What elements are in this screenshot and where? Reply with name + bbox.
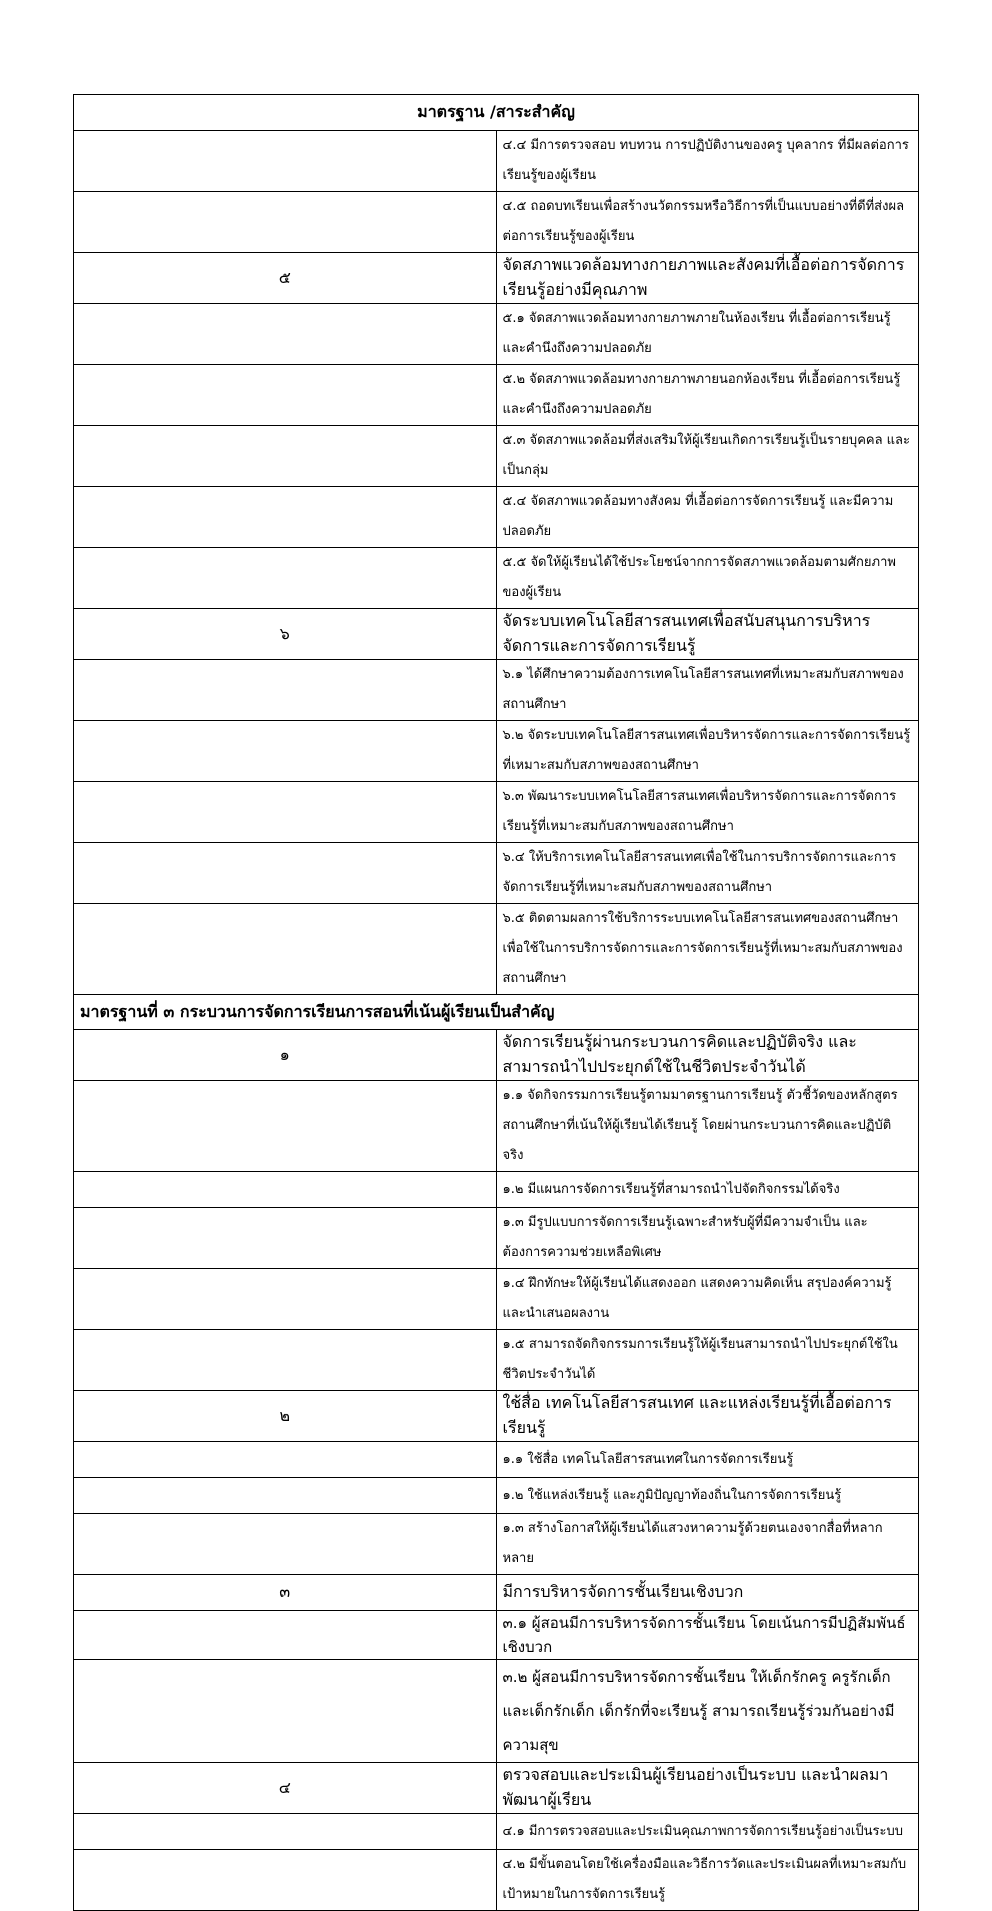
table-row: [74, 609, 919, 660]
item-number: ๔: [74, 1763, 497, 1814]
item-number: [74, 904, 497, 995]
sub-indicator-text: ๖.๔ ให้บริการเทคโนโลยีสารสนเทศเพื่อใช้ในการบริการจัดการและการจัดการเรียนรู้ที่เหมาะสมกับสภาพของสถานศึกษา: [496, 843, 919, 904]
table-row: [74, 1611, 919, 1660]
table-row: [74, 426, 919, 487]
table-row: [74, 192, 919, 253]
sub-indicator-text: ๕.๒ จัดสภาพแวดล้อมทางกายภาพภายนอกห้องเรียน ที่เอื้อต่อการเรียนรู้ และคำนึงถึงความปลอดภัย: [496, 365, 919, 426]
item-number: [74, 192, 497, 253]
item-number: [74, 1442, 497, 1478]
sub-indicator-text: ๑.๒ ใช้แหล่งเรียนรู้ และภูมิปัญญาท้องถิ่นในการจัดการเรียนรู้: [496, 1478, 919, 1514]
table-row: [74, 1814, 919, 1850]
table-row: [74, 1030, 919, 1081]
item-number: [74, 365, 497, 426]
sub-indicator-text: ๖.๕ ติดตามผลการใช้บริการระบบเทคโนโลยีสารสนเทศของสถานศึกษาเพื่อใช้ในการบริการจัดการและการจัดการเรียนรู้ที่เหมาะสมกับสภาพของสถานศึกษา: [496, 904, 919, 995]
item-number: [74, 1611, 497, 1660]
item-number: ๑: [74, 1030, 497, 1081]
sub-indicator-text: ๖.๓ พัฒนาระบบเทคโนโลยีสารสนเทศเพื่อบริหารจัดการและการจัดการเรียนรู้ที่เหมาะสมกับสภาพของสถานศึกษา: [496, 782, 919, 843]
sub-indicator-text: ๑.๔ ฝึกทักษะให้ผู้เรียนได้แสดงออก แสดงความคิดเห็น สรุปองค์ความรู้ และนำเสนอผลงาน: [496, 1269, 919, 1330]
item-number: [74, 131, 497, 192]
indicator-text: จัดระบบเทคโนโลยีสารสนเทศเพื่อสนับสนุนการบริหารจัดการและการจัดการเรียนรู้: [496, 609, 919, 660]
table-row: [74, 1269, 919, 1330]
item-number: [74, 1208, 497, 1269]
item-number: [74, 721, 497, 782]
table-row: [74, 304, 919, 365]
item-number: [74, 426, 497, 487]
sub-indicator-text: ๑.๕ สามารถจัดกิจกรรมการเรียนรู้ให้ผู้เรียนสามารถนำไปประยุกต์ใช้ในชีวิตประจำวันได้: [496, 1330, 919, 1391]
item-number: ๖: [74, 609, 497, 660]
sub-indicator-text: ๖.๒ จัดระบบเทคโนโลยีสารสนเทศเพื่อบริหารจัดการและการจัดการเรียนรู้ที่เหมาะสมกับสภาพของสถานศึกษา: [496, 721, 919, 782]
table-row: [74, 721, 919, 782]
sub-indicator-text: ๔.๑ มีการตรวจสอบและประเมินคุณภาพการจัดการเรียนรู้อย่างเป็นระบบ: [496, 1814, 919, 1850]
item-number: [74, 1660, 497, 1763]
sub-indicator-text: ๔.๕ ถอดบทเรียนเพื่อสร้างนวัตกรรมหรือวิธีการที่เป็นแบบอย่างที่ดีที่ส่งผลต่อการเรียนรู้ของผู้เรียน: [496, 192, 919, 253]
table-row: [74, 1391, 919, 1442]
table-header: มาตรฐาน /สาระสำคัญ: [74, 95, 919, 131]
table-row: [74, 1850, 919, 1911]
item-number: [74, 660, 497, 721]
table-row: [74, 1081, 919, 1172]
table-row: [74, 843, 919, 904]
item-number: [74, 1850, 497, 1911]
indicator-text: มีการบริหารจัดการชั้นเรียนเชิงบวก: [496, 1575, 919, 1611]
standard-heading: มาตรฐานที่ ๓ กระบวนการจัดการเรียนการสอนที่เน้นผู้เรียนเป็นสำคัญ: [74, 995, 919, 1030]
table-row: [74, 1208, 919, 1269]
table-header-row: [74, 95, 919, 131]
table-row: [74, 1763, 919, 1814]
item-number: [74, 1081, 497, 1172]
sub-indicator-text: ๕.๕ จัดให้ผู้เรียนได้ใช้ประโยชน์จากการจัดสภาพแวดล้อมตามศักยภาพของผู้เรียน: [496, 548, 919, 609]
sub-indicator-text: ๑.๓ มีรูปแบบการจัดการเรียนรู้เฉพาะสำหรับผู้ที่มีความจำเป็น และต้องการความช่วยเหลือพิเศษ: [496, 1208, 919, 1269]
table-row: [74, 1575, 919, 1611]
item-number: ๕: [74, 253, 497, 304]
indicator-text: ใช้สื่อ เทคโนโลยีสารสนเทศ และแหล่งเรียนรู้ที่เอื้อต่อการเรียนรู้: [496, 1391, 919, 1442]
table-row: [74, 1660, 919, 1763]
table-row: [74, 1172, 919, 1208]
indicator-text: จัดการเรียนรู้ผ่านกระบวนการคิดและปฏิบัติจริง และสามารถนำไปประยุกต์ใช้ในชีวิตประจำวันได้: [496, 1030, 919, 1081]
item-number: ๒: [74, 1391, 497, 1442]
sub-indicator-text: ๑.๓ สร้างโอกาสให้ผู้เรียนได้แสวงหาความรู้ด้วยตนเองจากสื่อที่หลากหลาย: [496, 1514, 919, 1575]
indicator-text: จัดสภาพแวดล้อมทางกายภาพและสังคมที่เอื้อต่อการจัดการเรียนรู้อย่างมีคุณภาพ: [496, 253, 919, 304]
sub-indicator-text: ๑.๑ ใช้สื่อ เทคโนโลยีสารสนเทศในการจัดการเรียนรู้: [496, 1442, 919, 1478]
table-row: [74, 904, 919, 995]
table-row: [74, 253, 919, 304]
sub-indicator-text: ๑.๒ มีแผนการจัดการเรียนรู้ที่สามารถนำไปจัดกิจกรรมได้จริง: [496, 1172, 919, 1208]
item-number: [74, 304, 497, 365]
table-row: [74, 365, 919, 426]
item-number: [74, 1814, 497, 1850]
table-row: [74, 660, 919, 721]
item-number: [74, 548, 497, 609]
sub-indicator-text: ๖.๑ ได้ศึกษาความต้องการเทคโนโลยีสารสนเทศที่เหมาะสมกับสภาพของสถานศึกษา: [496, 660, 919, 721]
table-row: [74, 1330, 919, 1391]
table-row: [74, 1514, 919, 1575]
item-number: ๓: [74, 1575, 497, 1611]
standards-table: [73, 94, 919, 1911]
item-number: [74, 1514, 497, 1575]
sub-indicator-text: ๓.๒ ผู้สอนมีการบริหารจัดการชั้นเรียน ให้เด็กรักครู ครูรักเด็ก และเด็กรักเด็ก เด็กรักที่จะเรียนรู้ สามารถเรียนรู้ร่วมกันอย่างมีความสุข: [496, 1660, 919, 1763]
item-number: [74, 1172, 497, 1208]
indicator-text: ตรวจสอบและประเมินผู้เรียนอย่างเป็นระบบ และนำผลมาพัฒนาผู้เรียน: [496, 1763, 919, 1814]
table-row: [74, 1442, 919, 1478]
item-number: [74, 487, 497, 548]
item-number: [74, 843, 497, 904]
item-number: [74, 1478, 497, 1514]
table-row: [74, 1478, 919, 1514]
sub-indicator-text: ๓.๑ ผู้สอนมีการบริหารจัดการชั้นเรียน โดยเน้นการมีปฏิสัมพันธ์เชิงบวก: [496, 1611, 919, 1660]
table-row: [74, 131, 919, 192]
sub-indicator-text: ๕.๔ จัดสภาพแวดล้อมทางสังคม ที่เอื้อต่อการจัดการเรียนรู้ และมีความปลอดภัย: [496, 487, 919, 548]
sub-indicator-text: ๔.๒ มีขั้นตอนโดยใช้เครื่องมือและวิธีการวัดและประเมินผลที่เหมาะสมกับเป้าหมายในการจัดการเรียนรู้: [496, 1850, 919, 1911]
table-row: [74, 995, 919, 1030]
table-row: [74, 548, 919, 609]
item-number: [74, 1330, 497, 1391]
sub-indicator-text: ๕.๓ จัดสภาพแวดล้อมที่ส่งเสริมให้ผู้เรียนเกิดการเรียนรู้เป็นรายบุคคล และเป็นกลุ่ม: [496, 426, 919, 487]
table-row: [74, 487, 919, 548]
table-row: [74, 782, 919, 843]
sub-indicator-text: ๔.๔ มีการตรวจสอบ ทบทวน การปฏิบัติงานของครู บุคลากร ที่มีผลต่อการเรียนรู้ของผู้เรียน: [496, 131, 919, 192]
item-number: [74, 1269, 497, 1330]
item-number: [74, 782, 497, 843]
sub-indicator-text: ๕.๑ จัดสภาพแวดล้อมทางกายภาพภายในห้องเรียน ที่เอื้อต่อการเรียนรู้ และคำนึงถึงความปลอดภัย: [496, 304, 919, 365]
sub-indicator-text: ๑.๑ จัดกิจกรรมการเรียนรู้ตามมาตรฐานการเรียนรู้ ตัวชี้วัดของหลักสูตรสถานศึกษาที่เน้นให้ผู้เรียนได้เรียนรู้ โดยผ่านกระบวนการคิดและปฏิบัติจริง: [496, 1081, 919, 1172]
